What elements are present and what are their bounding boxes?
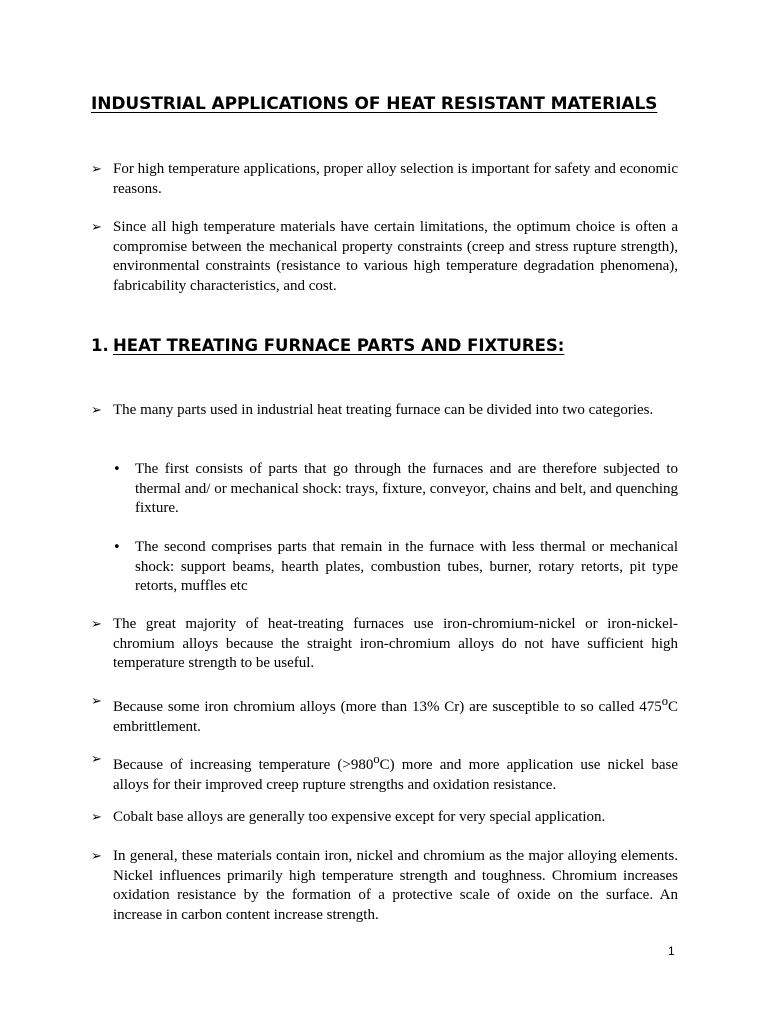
- arrow-bullet-icon: ➢: [91, 220, 102, 235]
- section-text-6: In general, these materials contain iron, nickel and chromium as the major alloying elements. Nickel influences primarily high temperature strength and toughness. Chromium increases oxidation resistance by the formation of a protective scale of oxide on the surface. An increase in carbon content increase strength.: [113, 848, 678, 923]
- section-heading-1: [91, 336, 564, 355]
- section-text-5: Cobalt base alloys are generally too expensive except for very special application.: [113, 809, 606, 825]
- degree-sup: o: [373, 752, 380, 766]
- arrow-bullet-icon: ➢: [91, 849, 102, 864]
- arrow-bullet-icon: ➢: [91, 752, 102, 767]
- arrow-bullet-icon: ➢: [91, 617, 102, 632]
- section-text-2: The great majority of heat-treating furnaces use iron-chromium-nickel or iron-nickel-chromium alloys because the straight iron-chromium alloys do not have sufficient high temperature strength to be useful.: [113, 616, 678, 671]
- dot-bullet-icon: •: [113, 540, 121, 555]
- arrow-bullet-icon: ➢: [91, 403, 102, 418]
- section-title: HEAT TREATING FURNACE PARTS AND FIXTURES:: [113, 336, 565, 355]
- section-text-3: [113, 692, 678, 737]
- intro-text-2: Since all high temperature materials have certain limitations, the optimum choice is often a compromise between the mechanical property constraints (creep and stress rupture strength), environmental constraints (resistance to various high temperature degradation phenomena), fabricability characteristics, and cost.: [113, 219, 678, 294]
- sub-text-1: The first consists of parts that go through the furnaces and are therefore subjected to thermal and/ or mechanical shock: trays, fixture, conveyor, chains and belt, and quenching fixture.: [135, 461, 678, 516]
- degree-sup: o: [661, 694, 668, 708]
- dot-bullet-icon: •: [113, 462, 121, 477]
- arrow-bullet-icon: ➢: [91, 162, 102, 177]
- sub-bullet-2: [113, 538, 678, 597]
- page-number: 1: [668, 944, 675, 958]
- intro-bullet-2: [91, 218, 678, 296]
- text-run: C embrittlement.: [113, 699, 678, 735]
- sub-text-2: The second comprises parts that remain in the furnace with less thermal or mechanical shock: support beams, hearth plates, combustion tubes, burner, rotary retorts, pit type retorts, muffles etc: [135, 539, 678, 594]
- text-run: Because of increasing temperature (>980: [113, 757, 374, 773]
- section-bullet-6: [91, 847, 678, 925]
- section-text-1: The many parts used in industrial heat treating furnace can be divided into two categories.: [113, 402, 654, 418]
- section-bullet-5: [91, 808, 678, 828]
- section-bullet-1: [91, 401, 678, 421]
- intro-text-1: For high temperature applications, proper alloy selection is important for safety and economic reasons.: [113, 161, 678, 197]
- sub-bullet-1: [113, 460, 678, 519]
- section-bullet-3: [91, 692, 678, 737]
- section-text-4: [113, 750, 678, 795]
- document-title: INDUSTRIAL APPLICATIONS OF HEAT RESISTANT MATERIALS: [91, 94, 658, 114]
- section-bullet-4: [91, 750, 678, 795]
- arrow-bullet-icon: ➢: [91, 810, 102, 825]
- text-run: C) more and more application use nickel base alloys for their improved creep rupture strengths and oxidation resistance.: [113, 757, 679, 793]
- arrow-bullet-icon: ➢: [91, 694, 102, 709]
- intro-bullet-1: [91, 160, 678, 199]
- text-run: Because some iron chromium alloys (more than 13% Cr) are susceptible to so called 475: [113, 699, 662, 715]
- section-number: 1.: [91, 336, 109, 355]
- section-bullet-2: [91, 615, 678, 674]
